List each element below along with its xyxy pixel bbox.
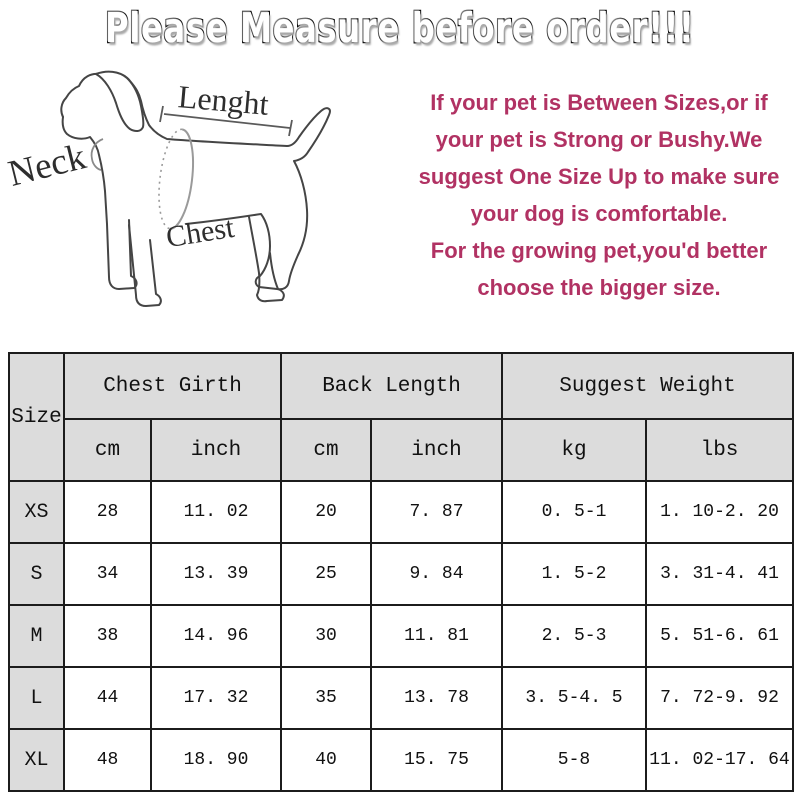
dog-measurement-diagram	[0, 62, 400, 342]
weight-lbs-cell: 5. 51-6. 61	[646, 605, 793, 667]
weight-kg-cell: 0. 5-1	[502, 481, 646, 543]
back-inch-cell: 11. 81	[371, 605, 502, 667]
back-cm-cell: 25	[281, 543, 371, 605]
back-cm-cell: 40	[281, 729, 371, 791]
chest-label: Chest	[163, 210, 237, 255]
size-column-header: Size	[9, 353, 64, 481]
back-inch-cell: 15. 75	[371, 729, 502, 791]
unit-header-chest-cm: cm	[64, 419, 151, 481]
size-cell: XS	[9, 481, 64, 543]
length-measure-tick-left	[160, 106, 163, 122]
unit-header-weight-lbs: lbs	[646, 419, 793, 481]
suggest-weight-header: Suggest Weight	[502, 353, 793, 419]
notice-line: If your pet is Between Sizes,or if	[430, 90, 768, 115]
page-title-text: Please Measure before order!!!	[105, 4, 695, 52]
weight-kg-cell: 2. 5-3	[502, 605, 646, 667]
weight-lbs-cell: 1. 10-2. 20	[646, 481, 793, 543]
weight-kg-cell: 3. 5-4. 5	[502, 667, 646, 729]
notice-line: your dog is comfortable.	[470, 201, 728, 226]
size-table	[8, 352, 794, 792]
chest-inch-cell: 18. 90	[151, 729, 281, 791]
weight-kg-cell: 5-8	[502, 729, 646, 791]
back-length-header: Back Length	[281, 353, 502, 419]
chest-cm-cell: 38	[64, 605, 151, 667]
back-cm-cell: 35	[281, 667, 371, 729]
chest-girth-header: Chest Girth	[64, 353, 281, 419]
back-cm-cell: 30	[281, 605, 371, 667]
chest-girth-ellipse-dotted	[154, 127, 182, 228]
unit-header-back-inch: inch	[371, 419, 502, 481]
size-cell: L	[9, 667, 64, 729]
table-row-m	[9, 605, 793, 667]
back-inch-cell: 13. 78	[371, 667, 502, 729]
notice-line: choose the bigger size.	[477, 275, 721, 300]
chest-cm-cell: 44	[64, 667, 151, 729]
notice-line: suggest One Size Up to make sure	[418, 164, 780, 189]
size-cell: XL	[9, 729, 64, 791]
chest-inch-cell: 14. 96	[151, 605, 281, 667]
table-row-xl	[9, 729, 793, 791]
unit-header-weight-kg: kg	[502, 419, 646, 481]
chest-inch-cell: 11. 02	[151, 481, 281, 543]
chest-cm-cell: 48	[64, 729, 151, 791]
neck-label: Neck	[4, 136, 90, 195]
chest-girth-ellipse-solid	[170, 129, 198, 230]
table-row-xs	[9, 481, 793, 543]
table-row-s	[9, 543, 793, 605]
sizing-notice	[402, 84, 796, 306]
back-inch-cell: 7. 87	[371, 481, 502, 543]
table-row-l	[9, 667, 793, 729]
size-cell: M	[9, 605, 64, 667]
back-inch-cell: 9. 84	[371, 543, 502, 605]
dog-ear	[96, 72, 143, 131]
chest-cm-cell: 28	[64, 481, 151, 543]
unit-header-back-cm: cm	[281, 419, 371, 481]
length-label: Lenght	[176, 78, 271, 122]
weight-lbs-cell: 11. 02-17. 64	[646, 729, 793, 791]
notice-line: your pet is Strong or Bushy.We	[435, 127, 763, 152]
chest-inch-cell: 17. 32	[151, 667, 281, 729]
back-cm-cell: 20	[281, 481, 371, 543]
dog-far-front-leg-line	[129, 225, 161, 306]
notice-line: For the growing pet,you'd better	[430, 238, 768, 263]
weight-lbs-cell: 3. 31-4. 41	[646, 543, 793, 605]
weight-lbs-cell: 7. 72-9. 92	[646, 667, 793, 729]
chest-cm-cell: 34	[64, 543, 151, 605]
chest-inch-cell: 13. 39	[151, 543, 281, 605]
page-title	[0, 4, 800, 52]
weight-kg-cell: 1. 5-2	[502, 543, 646, 605]
unit-header-chest-inch: inch	[151, 419, 281, 481]
size-cell: S	[9, 543, 64, 605]
